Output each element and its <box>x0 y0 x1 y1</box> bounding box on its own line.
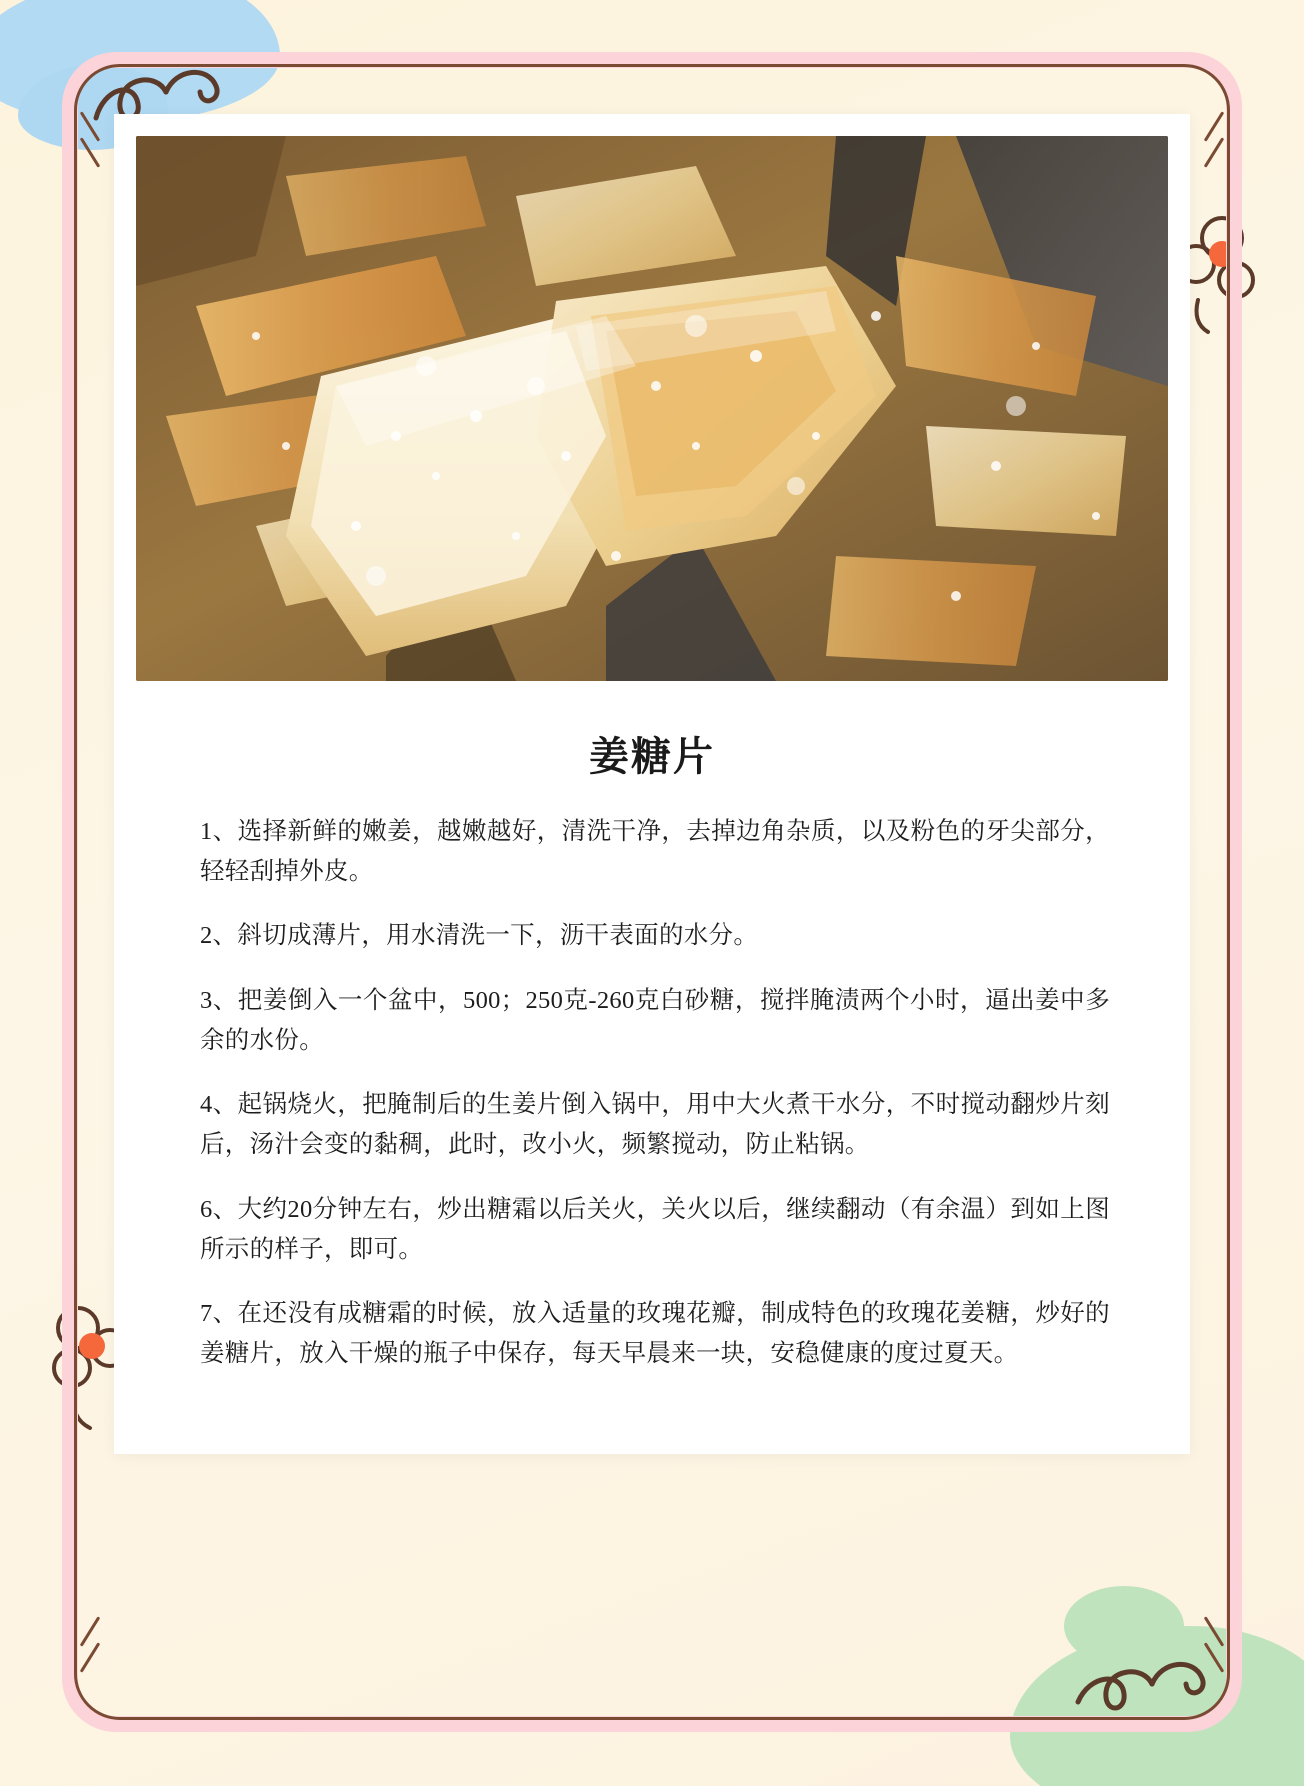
candied-ginger-slices-photo <box>136 136 1168 681</box>
recipe-step: 4、起锅烧火，把腌制后的生姜片倒入锅中，用中大火煮干水分，不时搅动翻炒片刻后，汤汁会变的黏稠，此时，改小火，频繁搅动，防止粘锅。 <box>200 1091 1110 1159</box>
recipe-step: 1、选择新鲜的嫩姜，越嫩越好，清洗干净，去掉边角杂质，以及粉色的牙尖部分，轻轻刮掉外皮。 <box>200 818 1110 885</box>
recipe-card <box>114 114 1190 1454</box>
recipe-step: 6、大约20分钟左右，炒出糖霜以后关火，关火以后，继续翻动（有余温）到如上图所示的样子，即可。 <box>200 1195 1110 1263</box>
page-title: 姜糖片 <box>589 735 715 779</box>
recipe-step: 7、在还没有成糖霜的时候，放入适量的玫瑰花瓣，制成特色的玫瑰花姜糖，炒好的姜糖片，放入干燥的瓶子中保存，每天早晨来一块，安稳健康的度过夏天。 <box>200 1300 1110 1367</box>
recipe-step: 2、斜切成薄片，用水清洗一下，沥干表面的水分。 <box>200 922 759 950</box>
recipe-steps <box>136 812 1168 1374</box>
recipe-step: 3、把姜倒入一个盆中，500；250克-260克白砂糖，搅拌腌渍两个小时，逼出姜中多余的水份。 <box>200 987 1110 1054</box>
